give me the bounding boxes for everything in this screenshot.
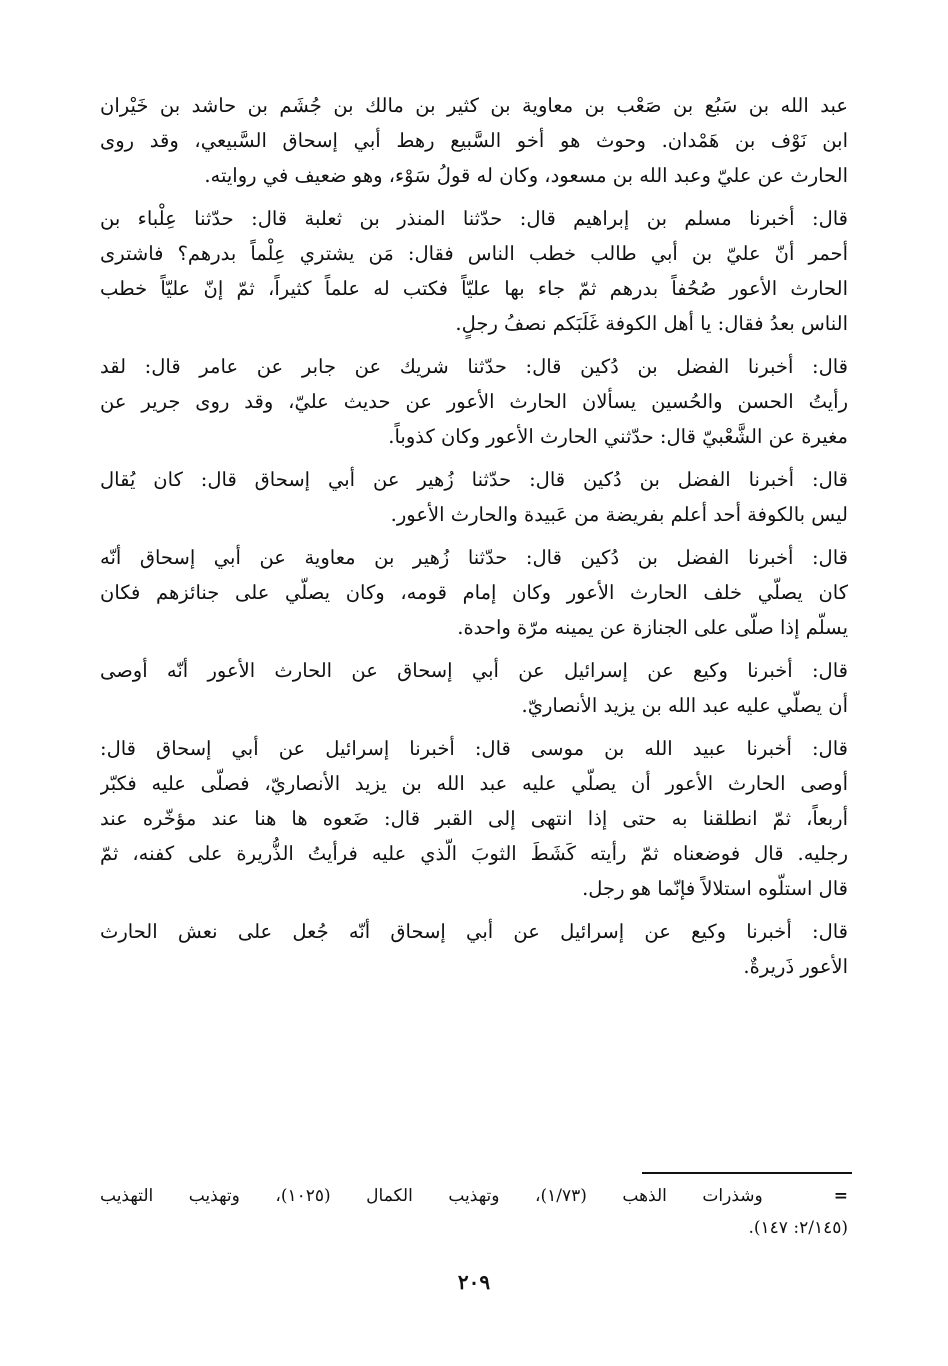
footnote-marker: = <box>833 1186 848 1206</box>
text-line: أحمر أنّ عليّ بن أبي طالب خطب الناس فقال: مَن يشتري عِلْماً بدرهم؟ فاشترى <box>100 242 848 265</box>
text-line: كان يصلّي خلف الحارث الأعور وكان إمام قومه، وكان يصلّي على جنائزهم فكان <box>100 581 848 604</box>
text-line: رأيتُ الحسن والحُسين يسألان الحارث الأعور عن حديث عليّ، وقد روى جرير عن <box>100 390 848 413</box>
paragraph-7 <box>100 731 848 906</box>
text-line: ليس بالكوفة أحد أعلم بفريضة من عَبيدة والحارث الأعور. <box>390 503 848 526</box>
text-line: ابن نَوْف بن هَمْدان. وحوث هو أخو السَّبيع رهط أبي إسحاق السَّبيعي، وقد روى <box>100 129 848 152</box>
text-line: رجليه. قال فوضعناه ثمّ رأيته كَشَطَ الثوبَ الّذي عليه فرأيتُ الذُّريرة على كفنه، ثمّ <box>100 842 848 865</box>
text-line: قال: أخبرنا وكيع عن إسرائيل عن أبي إسحاق أنّه جُعل على نعش الحارث <box>100 920 848 943</box>
text-line: قال: أخبرنا عبيد الله بن موسى قال: أخبرنا إسرائيل عن أبي إسحاق قال: <box>100 737 848 760</box>
text-line: قال: أخبرنا وكيع عن إسرائيل عن أبي إسحاق عن الحارث الأعور أنّه أوصى <box>100 659 848 682</box>
paragraph-1 <box>100 88 848 193</box>
footnote-line: (٢/١٤٥: ١٤٧). <box>748 1218 848 1238</box>
paragraph-6 <box>100 653 848 723</box>
footnote <box>100 1180 848 1244</box>
text-line: قال استلّوه استلالاً فإنّما هو رجل. <box>582 877 848 900</box>
paragraph-8 <box>100 914 848 984</box>
footnote-divider <box>642 1172 852 1174</box>
text-line: عبد الله بن سَبُع بن صَعْب بن معاوية بن كثير بن مالك بن جُشَم بن حاشد بن خَيْران <box>100 94 848 117</box>
text-line: الناس بعدُ فقال: يا أهل الكوفة غَلَبَكم نصفُ رجلٍ. <box>455 312 848 335</box>
paragraph-4 <box>100 462 848 532</box>
paragraph-5 <box>100 540 848 645</box>
text-line: قال: أخبرنا الفضل بن دُكين قال: حدّثنا زُهير بن معاوية عن أبي إسحاق أنّه <box>100 546 848 569</box>
text-line: أوصى الحارث الأعور أن يصلّي عليه عبد الله بن يزيد الأنصاريّ، فصلّى عليه فكبّر <box>100 772 848 795</box>
paragraph-2 <box>100 201 848 341</box>
text-line: قال: أخبرنا الفضل بن دُكين قال: حدّثنا زُهير عن أبي إسحاق قال: كان يُقال <box>100 468 848 491</box>
text-line: مغيرة عن الشَّعْبيّ قال: حدّثني الحارث الأعور وكان كذوباً. <box>388 425 848 448</box>
text-line: أن يصلّي عليه عبد الله بن يزيد الأنصاريّ. <box>521 694 848 717</box>
page-number: ٢٠٩ <box>457 1270 491 1294</box>
paragraph-3 <box>100 349 848 454</box>
text-line: الأعور ذَريرةٌ. <box>743 955 848 978</box>
text-line: الحارث عن عليّ وعبد الله بن مسعود، وكان له قولُ سَوْء، وهو ضعيف في روايته. <box>204 164 848 187</box>
text-line: أربعاً، ثمّ انطلقنا به حتى إذا انتهى إلى القبر قال: ضَعوه ها هنا عند مؤخّره عند <box>100 807 848 830</box>
main-text <box>100 88 848 992</box>
footnote-text: وشذرات الذهب (١/٧٣)، وتهذيب الكمال (١٠٢٥)، وتهذيب التهذيب <box>100 1186 763 1206</box>
text-line: قال: أخبرنا الفضل بن دُكين قال: حدّثنا شريك عن جابر عن عامر قال: لقد <box>100 355 848 378</box>
text-line: يسلّم إذا صلّى على الجنازة عن يمينه مرّة واحدة. <box>457 616 848 639</box>
footnote-line <box>100 1180 848 1212</box>
text-line: قال: أخبرنا مسلم بن إبراهيم قال: حدّثنا المنذر بن ثعلبة قال: حدّثنا عِلْباء بن <box>100 207 848 230</box>
text-line: الحارث الأعور صُحُفاً بدرهم ثمّ جاء بها عليّاً فكتب له علماً كثيراً، ثمّ إنّ عليّاً خطب <box>100 277 848 300</box>
